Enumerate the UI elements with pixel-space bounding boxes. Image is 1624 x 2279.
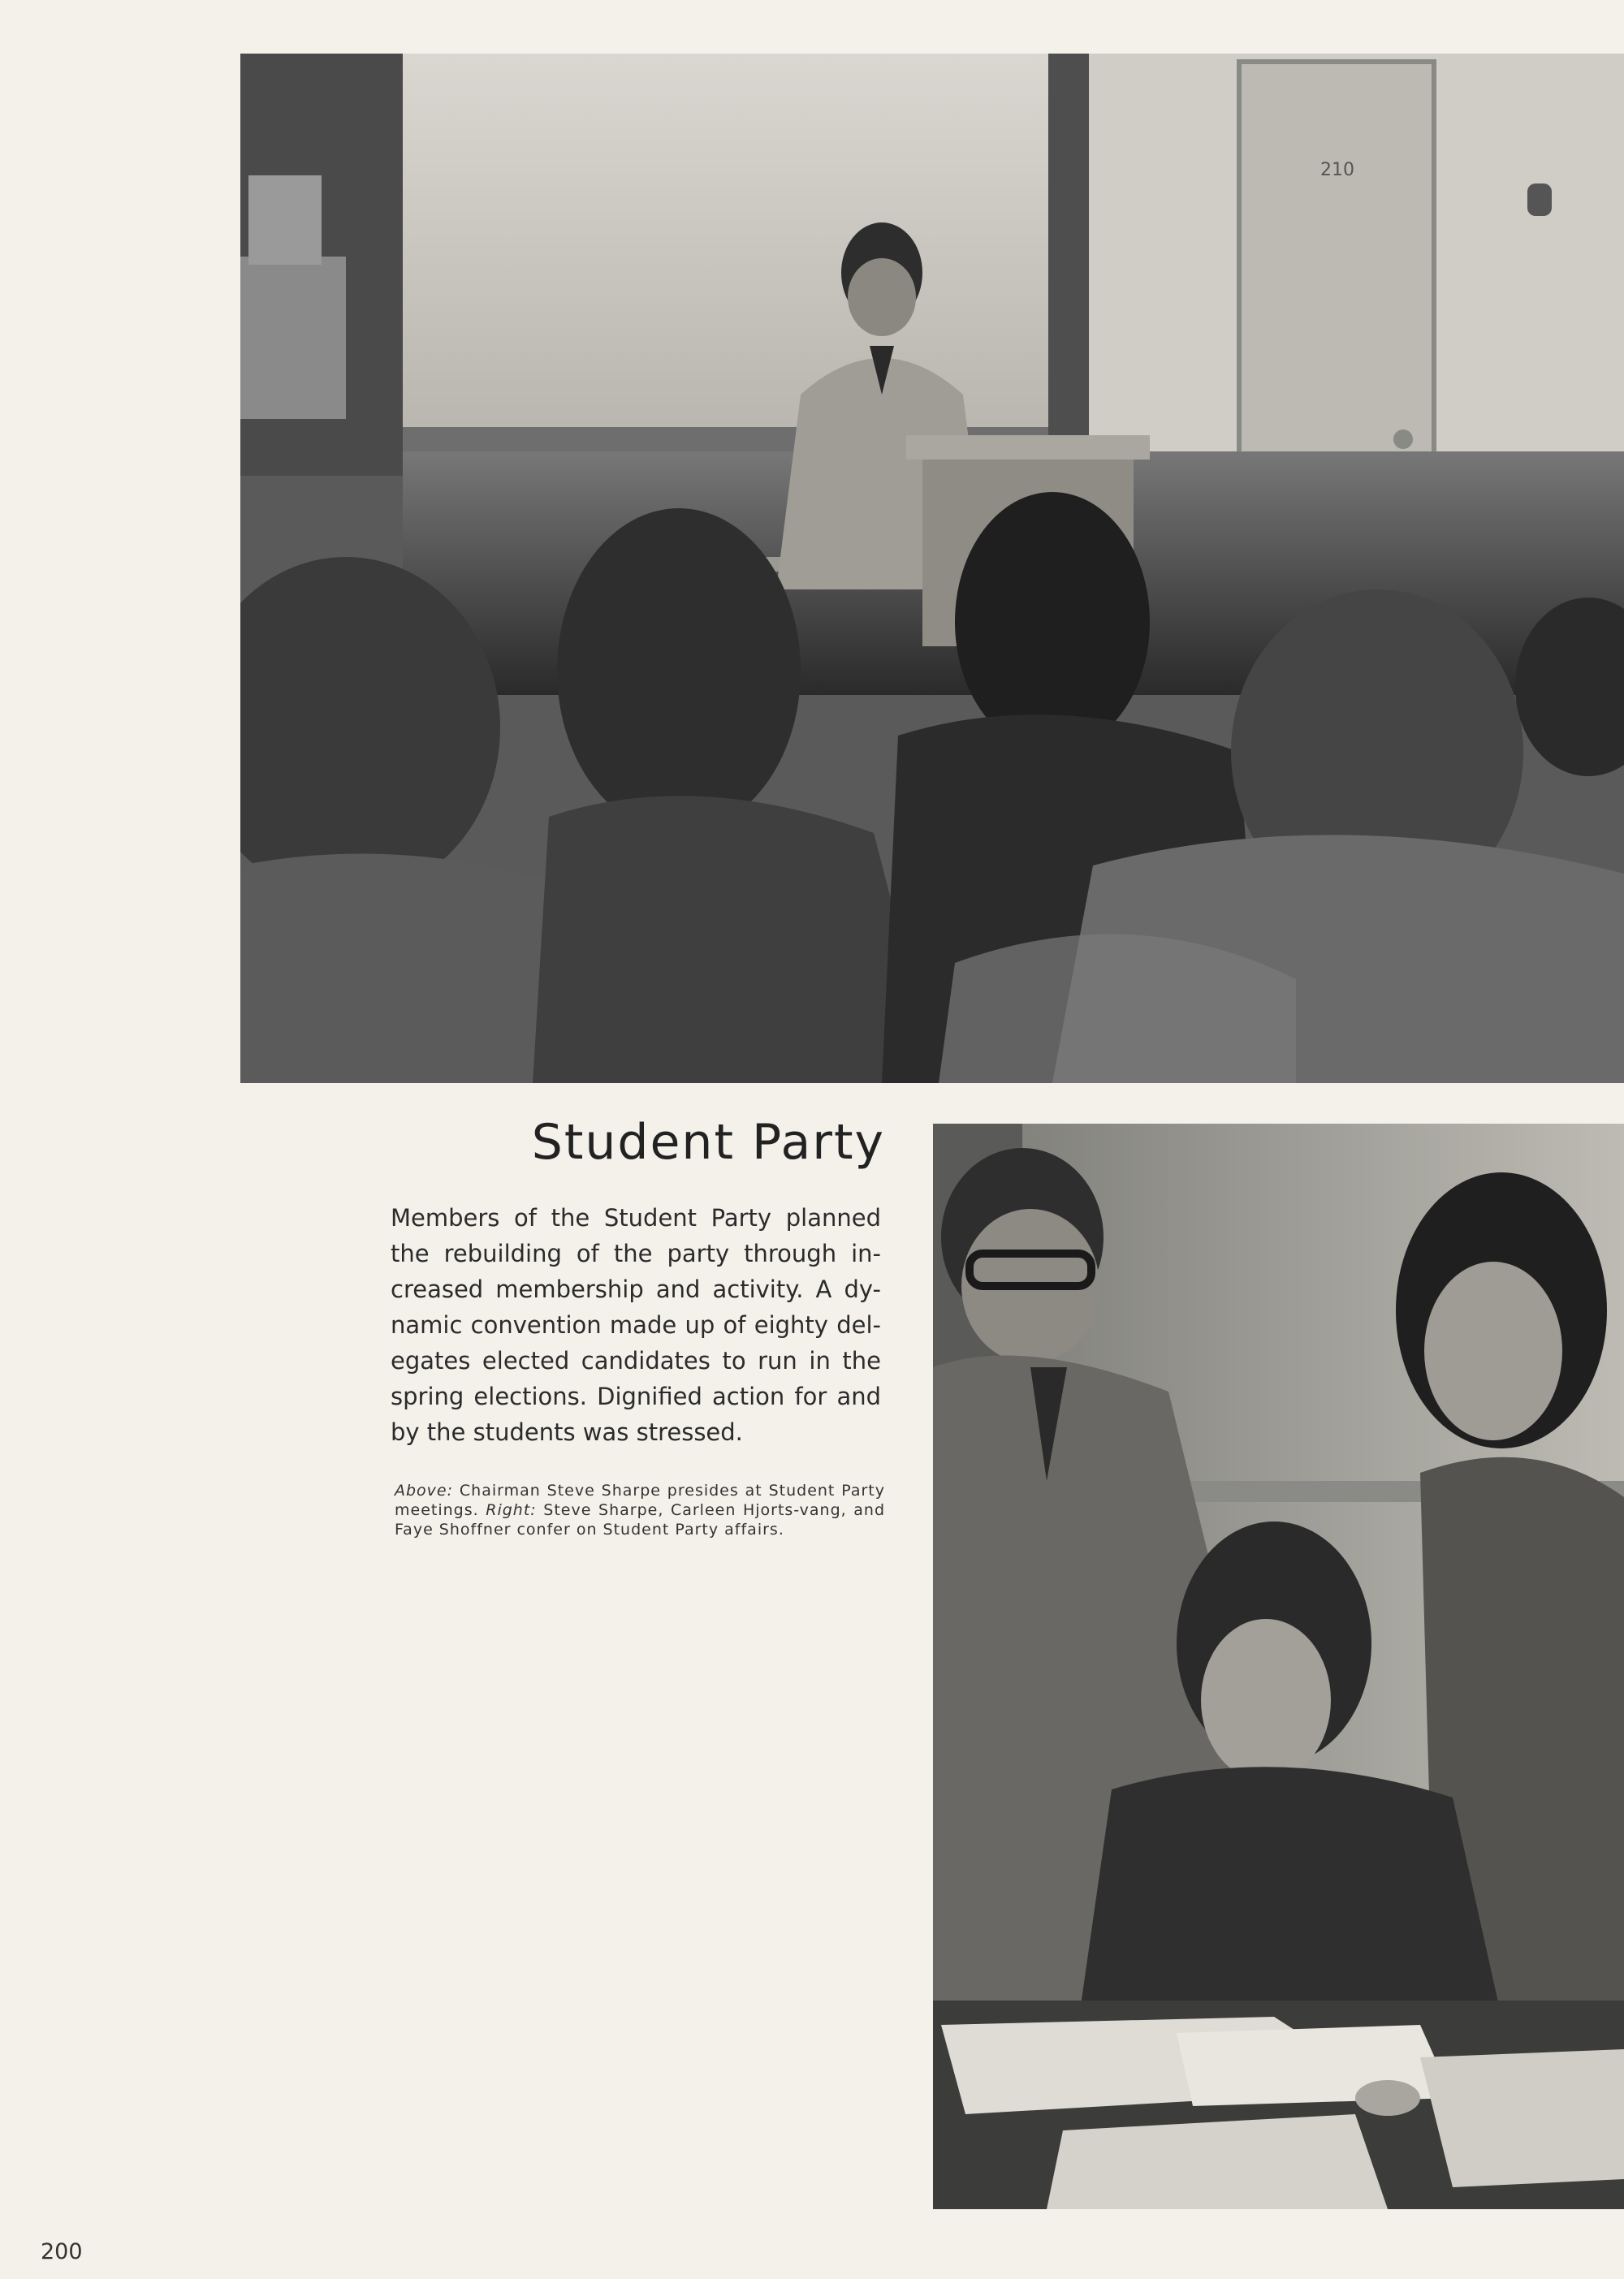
caption-above-text: Chairman Steve Sharpe presides at Student Party meetings.	[395, 1482, 885, 1519]
article-heading: Student Party	[531, 1114, 885, 1171]
photo-students-conferring	[933, 1124, 1624, 2209]
photo-meeting-illustration	[240, 54, 1624, 1083]
caption-above-label: Above:	[395, 1482, 454, 1500]
page-number: 200	[41, 2239, 83, 2264]
photo-conferring-illustration	[933, 1124, 1624, 2209]
caption-right-text: Steve Sharpe, Carleen Hjorts-vang, and Faye Shoffner confer on Student Party affairs.	[395, 1501, 886, 1539]
caption-right-label: Right:	[486, 1501, 537, 1519]
photo-caption	[395, 1481, 885, 1539]
door-number: 210	[1320, 160, 1354, 180]
article-body: Members of the Student Party planned the rebuilding of the party through in-creased membership and activity. A dy-namic convention made up of eighty del-egates elected candidates to run in the spring elections. Dignified action for and by the students was stressed.	[391, 1204, 881, 1446]
photo-student-party-meeting	[240, 54, 1624, 1083]
